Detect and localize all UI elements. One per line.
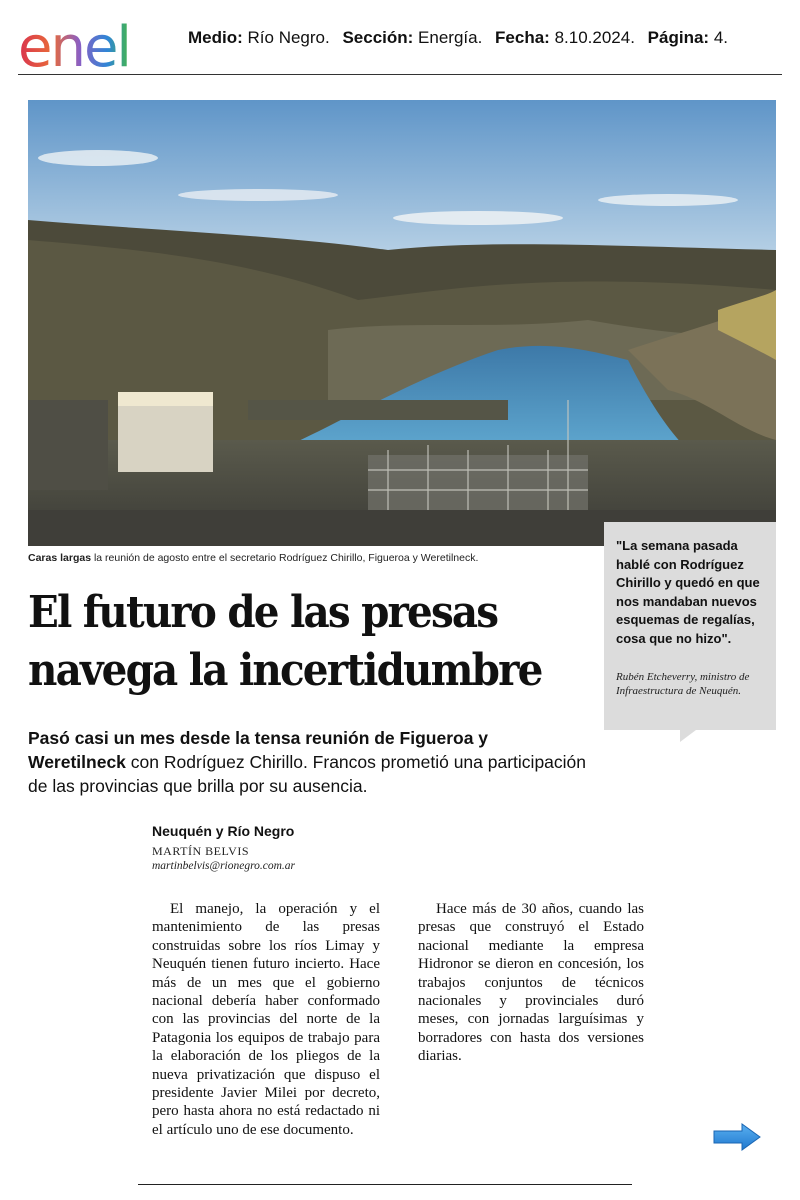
caption-text: la reunión de agosto entre el secretario Rodríguez Chirillo, Figueroa y Weretilneck.: [91, 552, 479, 564]
page-header: [18, 8, 782, 75]
pagina-value: 4.: [713, 28, 728, 47]
byline-email: martinbelvis@rionegro.com.ar: [152, 860, 296, 872]
pagina-label: Página:: [647, 28, 710, 47]
bottom-rule: [138, 1184, 632, 1185]
quote-text: "La semana pasada hablé con Rodríguez Chirillo y quedó en que nos mandaban nuevos esquemas de regalías, cosa que no hizo".: [616, 538, 760, 646]
article-lead: [28, 726, 588, 798]
photo-caption: [28, 552, 608, 564]
byline-section: Neuquén y Río Negro: [152, 823, 295, 839]
quote-tail: [680, 730, 696, 742]
article-column-2: Hace más de 30 años, cuando las presas que construyó el Estado nacional mediante la empresa Hidronor se dieron en concesión, los trabajos conjuntos de técnicos nacionales y provinciales duró meses, con jornadas larguísimas y borradores con hasta dos versiones diarias.: [418, 901, 644, 1065]
fecha-value: 8.10.2024.: [554, 28, 635, 47]
medio-value: Río Negro.: [247, 28, 330, 47]
publication-meta: [188, 28, 728, 48]
article-column-1: El manejo, la operación y el mantenimiento de las presas construidas sobre los ríos Limay y Neuquén tienen futuro incierto. Hace más de un mes que el gobierno nacional debería haber conformado con las provincias del norte de la Patagonia los equipos de trabajo para la elaboración de los pliegos de la nueva privatización que dispuso el presidente Javier Milei por decreto, pero hasta ahora no está redactado ni el artículo uno de ese documento.: [152, 901, 380, 1138]
dam-photo: [28, 100, 776, 546]
fecha-label: Fecha:: [495, 28, 550, 47]
svg-text:enel: enel: [18, 15, 130, 72]
arrow-right-icon[interactable]: [712, 1122, 762, 1152]
seccion-value: Energía.: [418, 28, 483, 47]
seccion-label: Sección:: [342, 28, 414, 47]
lead-text: con Rodríguez Chirillo. Francos prometió una participación de las provincias que brilla por su ausencia.: [28, 752, 587, 796]
caption-bold: Caras largas: [28, 552, 92, 564]
byline: [152, 822, 392, 872]
quote-attribution: Rubén Etcheverry, ministro de Infraestructura de Neuquén.: [616, 671, 750, 697]
article-headline: El futuro de las presas navega la incertidumbre: [28, 587, 542, 696]
byline-author: MARTÍN BELVIS: [152, 844, 250, 858]
lead-bold: Pasó casi un mes desde la tensa reunión de Figueroa y Weretilneck: [28, 728, 489, 772]
enel-logo: [18, 10, 178, 72]
medio-label: Medio:: [188, 28, 243, 47]
pull-quote: [604, 522, 776, 730]
